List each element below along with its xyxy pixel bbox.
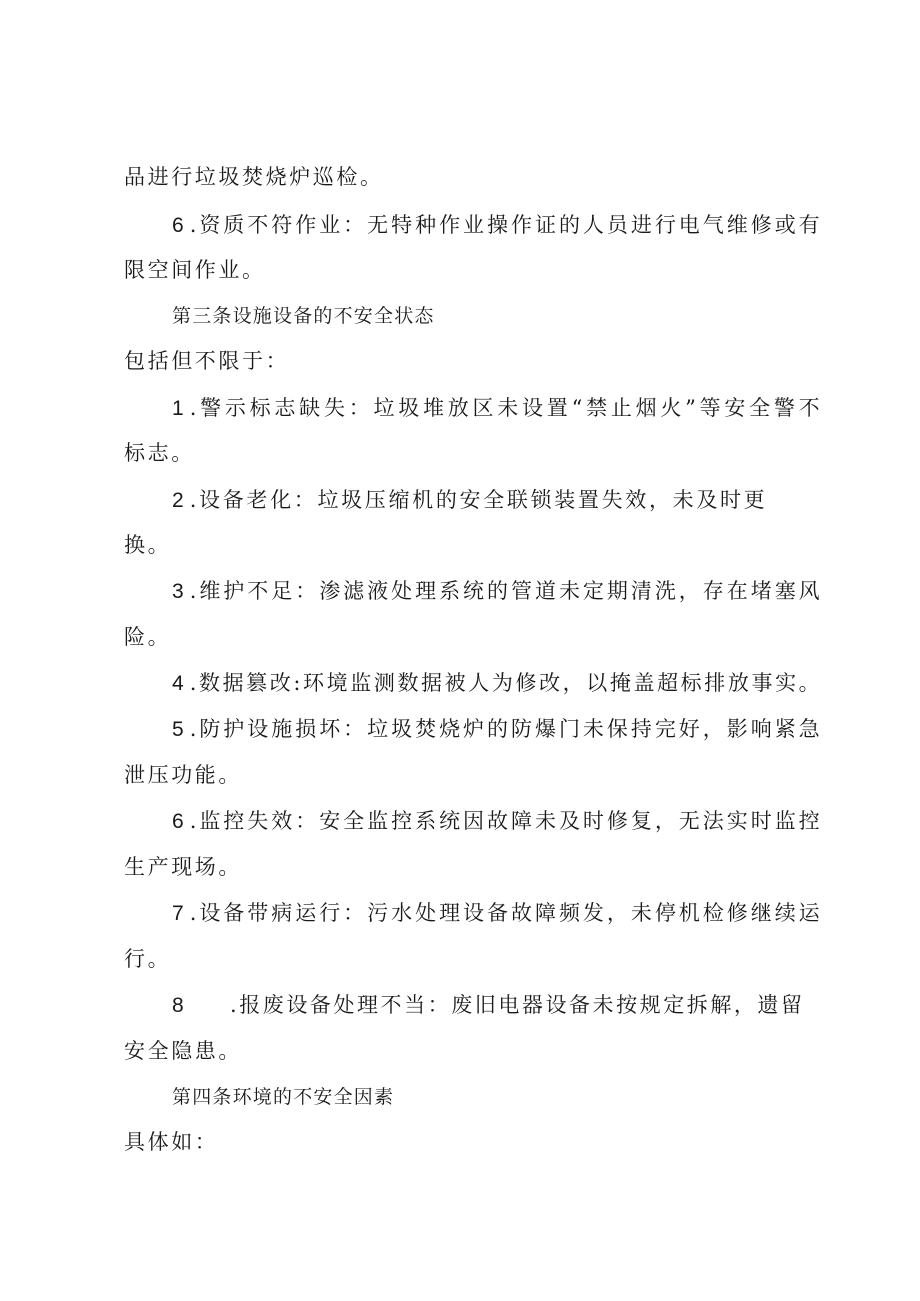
item-number: 7 [172,902,184,925]
item-text: .设备带病运行：污水处理设备故障频发，未停机检修继续运 [189,901,820,925]
item-number: 6 [172,810,184,833]
item-text: .设备老化：垃圾压缩机的安全联锁装置失效，未及时更 [189,488,765,512]
item-number: 8 [172,994,184,1017]
paragraph-line: 限空间作业。 [124,258,266,282]
paragraph-line: 生产现场。 [124,855,242,879]
section-heading-4: 第四条环境的不安全因素 [172,1086,395,1108]
paragraph-line: 具体如： [124,1130,219,1154]
item-text: .警示标志缺失：垃圾堆放区未设置“禁止烟火”等安全警不 [189,396,820,420]
list-item-6b [172,806,820,837]
paragraph-line: 险。 [124,625,172,649]
section-heading-3: 第三条设施设备的不安全状态 [172,305,435,327]
paragraph-line: 标志。 [124,441,195,465]
paragraph-line: 品进行垃圾焚烧炉巡检。 [124,165,384,189]
item-text: .监控失效：安全监控系统因故障未及时修复，无法实时监控 [189,809,820,833]
paragraph-line: 泄压功能。 [124,763,242,787]
list-item-2 [172,485,765,516]
list-item-4 [172,668,820,699]
list-item-8 [172,990,802,1021]
list-item-5 [172,714,820,745]
item-number: 3 [172,580,184,603]
item-number: 5 [172,718,184,741]
item-number: 6 [172,214,184,237]
item-number: 1 [172,397,184,420]
item-number: 4 [172,672,184,695]
item-text: .数据篡改:环境监测数据被人为修改，以掩盖超标排放事实。 [189,671,820,695]
paragraph-line: 换。 [124,533,172,557]
item-text: .防护设施损坏：垃圾焚烧炉的防爆门未保持完好，影响紧急 [189,717,820,741]
item-number: 2 [172,489,184,512]
paragraph-line: 包括但不限于： [124,349,290,373]
list-item-3 [172,576,820,607]
paragraph-line: 行。 [124,947,172,971]
list-item-7 [172,898,820,929]
item-text: .资质不符作业：无特种作业操作证的人员进行电气维修或有 [189,213,820,237]
item-text: .报废设备处理不当：废旧电器设备未按规定拆解，遗留 [230,993,802,1017]
list-item-1 [172,393,820,424]
item-text: .维护不足：渗滤液处理系统的管道未定期清洗，存在堵塞风 [189,579,820,603]
list-item-6a [172,210,820,241]
paragraph-line: 安全隐患。 [124,1039,242,1063]
